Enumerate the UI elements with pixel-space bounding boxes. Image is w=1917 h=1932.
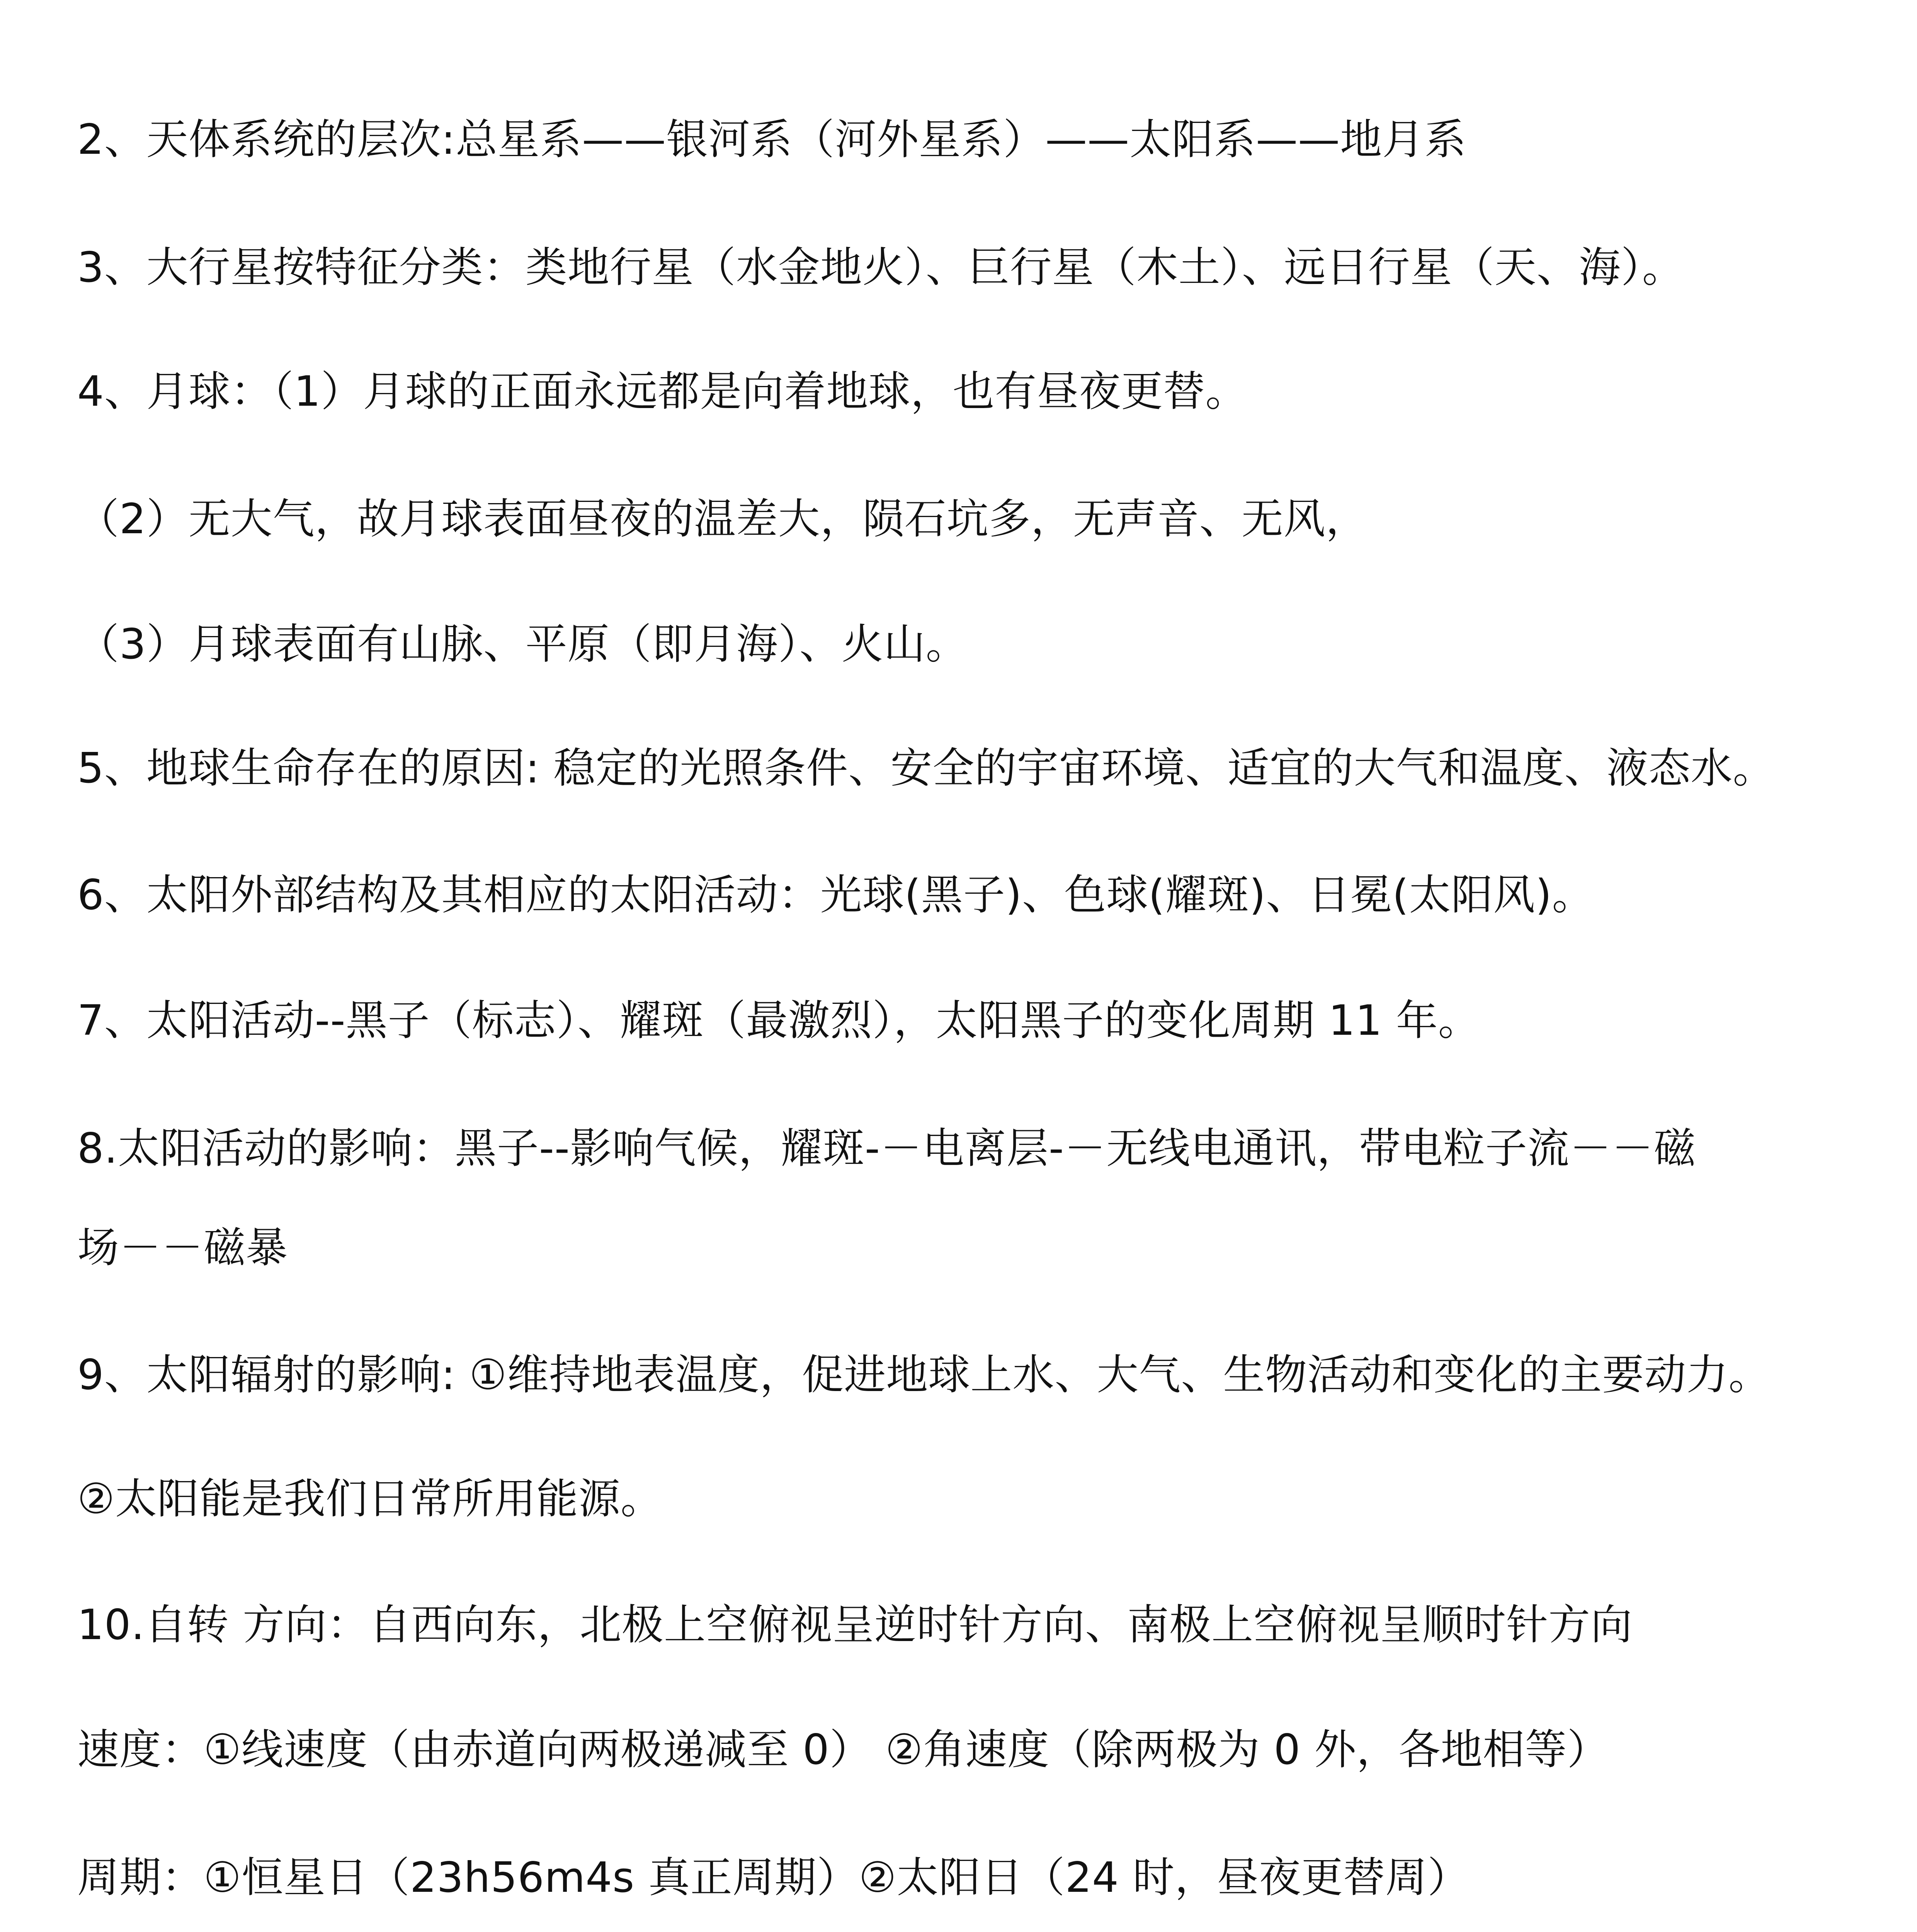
text-line-6: 5、地球生命存在的原因: 稳定的光照条件、安全的宇宙环境、适宜的大气和温度、液态水。: [77, 744, 1775, 793]
text-line-5: （3）月球表面有山脉、平原（即月海）、火山。: [77, 620, 968, 668]
text-line-1: 2、天体系统的层次:总星系——银河系（河外星系）——太阳系——地月系: [77, 116, 1467, 164]
text-line-11: 9、太阳辐射的影响: ①维持地表温度，促进地球上水、大气、生物活动和变化的主要动力。: [77, 1351, 1771, 1399]
text-line-15: 周期：①恒星日（23h56m4s 真正周期）②太阳日（24 时，昼夜更替周）: [77, 1854, 1470, 1902]
text-line-9: 8.太阳活动的影响：黑子--影响气候，耀斑-－电离层-－无线电通讯，带电粒子流－－磁: [77, 1124, 1696, 1173]
text-line-14: 速度：①线速度（由赤道向两极递减至 0） ②角速度（除两极为 0 外，各地相等）: [77, 1726, 1609, 1774]
text-line-8: 7、太阳活动--黑子（标志）、耀斑（最激烈），太阳黑子的变化周期 11 年。: [77, 997, 1480, 1045]
text-line-4: （2）无大气，故月球表面昼夜的温差大，陨石坑多，无声音、无风，: [77, 495, 1368, 543]
text-line-3: 4、月球：（1）月球的正面永远都是向着地球，也有昼夜更替。: [77, 367, 1248, 416]
text-line-13: 10.自转 方向：自西向东，北极上空俯视呈逆时针方向、南极上空俯视呈顺时针方向: [77, 1601, 1633, 1649]
text-line-12: ②太阳能是我们日常所用能源。: [77, 1475, 663, 1523]
text-line-2: 3、大行星按特征分类：类地行星（水金地火）、巨行星（木土）、远日行星（天、海）。: [77, 243, 1684, 292]
text-line-7: 6、太阳外部结构及其相应的太阳活动：光球(黑子)、色球(耀斑)、日冕(太阳风)。: [77, 871, 1594, 919]
text-line-10: 场－－磁暴: [77, 1224, 288, 1272]
